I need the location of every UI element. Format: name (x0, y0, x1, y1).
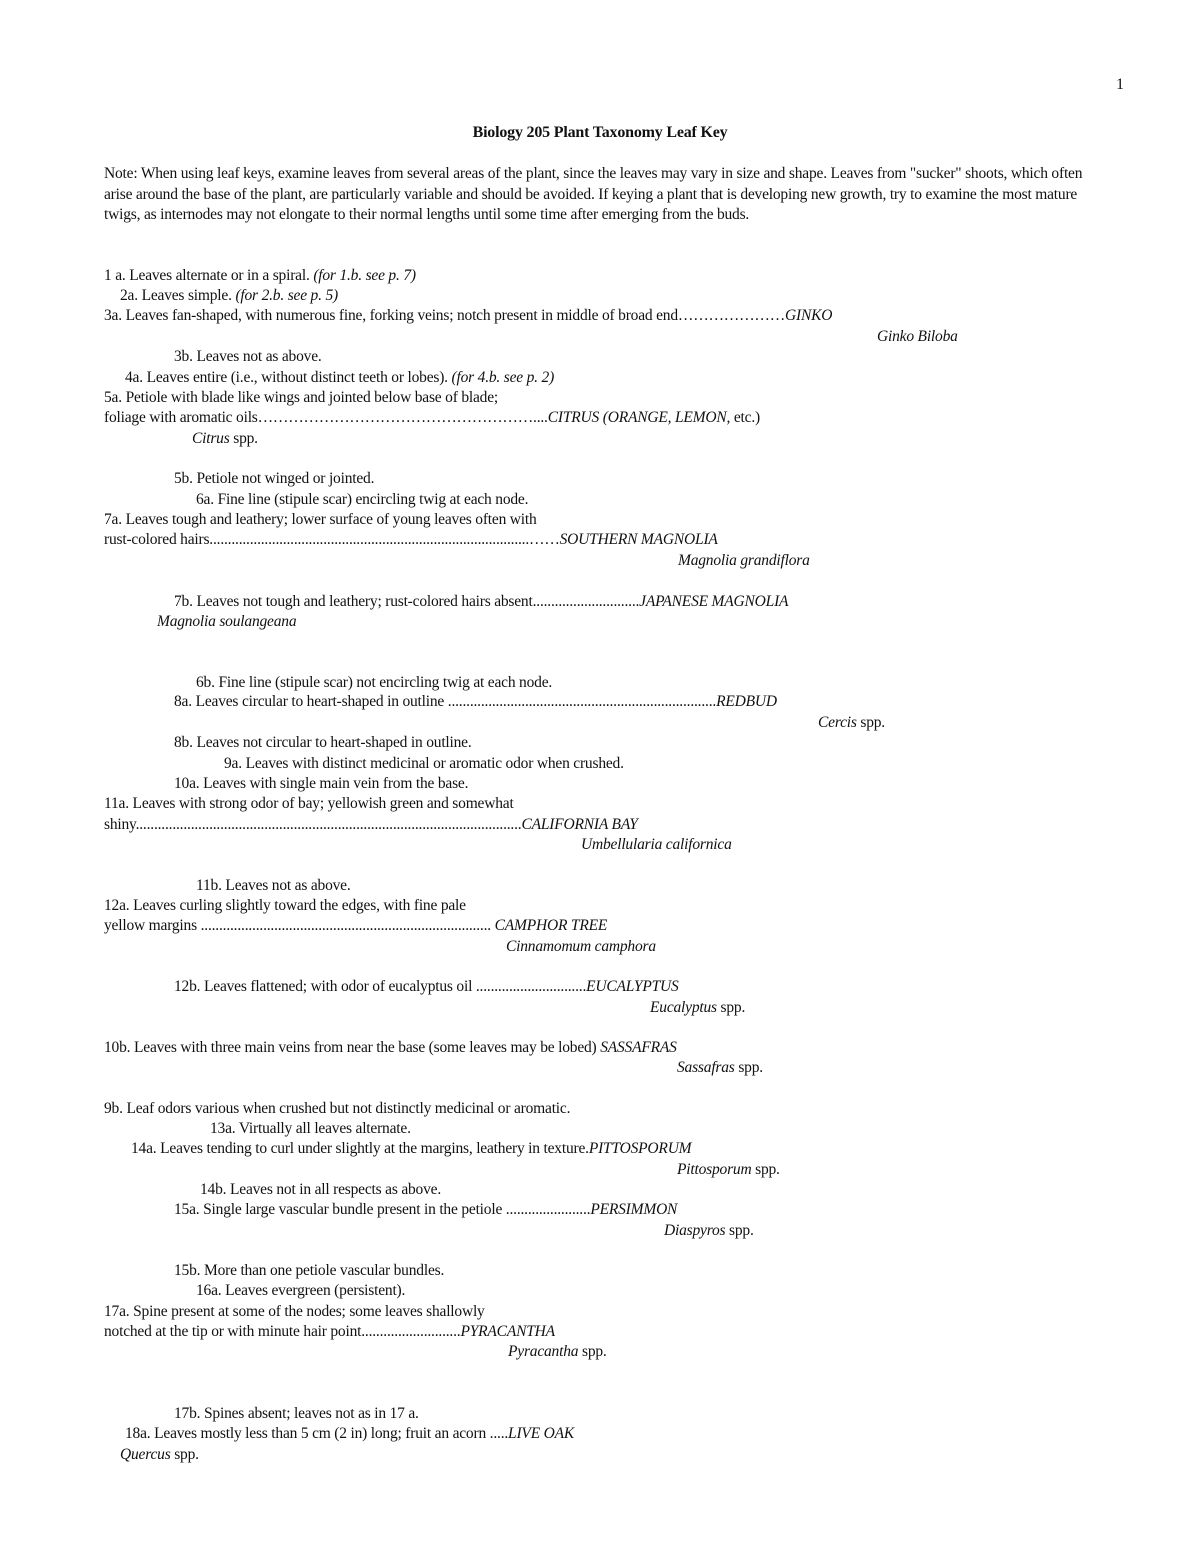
key-12a-line1: 12a. Leaves curling slightly toward the edges, with fine pale (104, 897, 466, 914)
key-8a-genus: Cercis (818, 714, 857, 731)
key-18a-common-name: LIVE OAK (508, 1425, 575, 1442)
key-7b-scientific (157, 612, 296, 632)
key-6b: 6b. Fine line (stipule scar) not encircling twig at each node. (196, 674, 553, 691)
key-7a-sci: Magnolia grandiflora (678, 552, 810, 569)
key-7b-sci: Magnolia soulangeana (157, 613, 297, 630)
key-8a-common-name: REDBUD (716, 693, 777, 710)
key-18a-scientific (120, 1445, 199, 1465)
key-15a-scientific (664, 1221, 754, 1241)
spp-label: spp. (578, 1343, 607, 1360)
key-4a-ref: (for 4.b. see p. 2) (451, 369, 555, 386)
key-17a-text: notched at the tip or with minute hair point........................... (104, 1323, 461, 1340)
key-15a (174, 1200, 677, 1220)
spp-label: spp. (734, 1059, 763, 1076)
spp-label: spp. (751, 1161, 780, 1178)
key-3a-scientific (877, 327, 958, 347)
key-7a-scientific (678, 551, 810, 571)
key-10a: 10a. Leaves with single main vein from the base. (174, 775, 469, 792)
key-11a-text: shiny......................................................................................................... (104, 816, 522, 833)
key-14b: 14b. Leaves not in all respects as above. (200, 1181, 442, 1198)
key-16a: 16a. Leaves evergreen (persistent). (196, 1282, 406, 1299)
key-12b-scientific (650, 998, 745, 1018)
key-6a: 6a. Fine line (stipule scar) encircling twig at each node. (196, 491, 529, 508)
key-10b-text: 10b. Leaves with three main veins from near the base (some leaves may be lobed) (104, 1039, 601, 1056)
key-12a-line2 (104, 916, 607, 936)
key-12a-text: yellow margins ............................................................................... (104, 917, 495, 934)
key-5a-etc: etc.) (730, 409, 760, 426)
key-8b: 8b. Leaves not circular to heart-shaped in outline. (174, 734, 472, 751)
key-18a-text: 18a. Leaves mostly less than 5 cm (2 in) long; fruit an acorn ..... (125, 1425, 509, 1442)
spp-label: spp. (725, 1222, 754, 1239)
key-12a-common-name: CAMPHOR TREE (494, 917, 608, 934)
key-2a-text: 2a. Leaves simple. (120, 287, 236, 304)
key-10b-common-name: SASSAFRAS (600, 1039, 677, 1056)
key-5a-scientific (192, 429, 258, 449)
key-7b (174, 592, 788, 612)
key-14a-common-name: PITTOSPORUM (588, 1140, 692, 1157)
key-1a (104, 266, 416, 286)
key-14a-text: 14a. Leaves tending to curl under slightly at the margins, leathery in texture. (131, 1140, 589, 1157)
key-15a-genus: Diaspyros (664, 1222, 726, 1239)
page-number: 1 (1116, 76, 1124, 93)
key-7a-text: rust-colored hairs.......................................................................................…… (104, 531, 560, 548)
key-14a-genus: Pittosporum (677, 1161, 752, 1178)
key-12a-sci: Cinnamomum camphora (506, 938, 656, 955)
key-4a (125, 368, 554, 388)
key-7a-common-name: SOUTHERN MAGNOLIA (559, 531, 718, 548)
key-8a-scientific (818, 713, 885, 733)
key-9b: 9b. Leaf odors various when crushed but not distinctly medicinal or aromatic. (104, 1100, 571, 1117)
key-1a-ref: (for 1.b. see p. 7) (313, 267, 416, 284)
key-12b-text: 12b. Leaves flattened; with odor of eucalyptus oil .............................. (174, 978, 587, 995)
usage-note: Note: When using leaf keys, examine leaves from several areas of the plant, since the leaves may vary in size and shape. Leaves from "sucker" shoots, which often arise around the base of the plant, are particularly variable and should be avoided. If keying a plant that is developing new growth, try to examine the most mature twigs, as internodes may not elongate to their normal lengths until some time after emerging from the buds. (104, 165, 1083, 224)
spp-label: spp. (229, 430, 258, 447)
key-12a-scientific (506, 937, 656, 957)
key-11a-common-name: CALIFORNIA BAY (521, 816, 638, 833)
key-17a-line1: 17a. Spine present at some of the nodes; some leaves shallowly (104, 1303, 485, 1320)
key-12b (174, 977, 679, 997)
key-11a-sci: Umbellularia californica (581, 836, 732, 853)
key-11b: 11b. Leaves not as above. (196, 877, 351, 894)
key-5a-text: foliage with aromatic oils……………………………………………….... (104, 409, 548, 426)
key-7b-text: 7b. Leaves not tough and leathery; rust-colored hairs absent............................. (174, 593, 640, 610)
key-10b-genus: Sassafras (677, 1059, 735, 1076)
key-14a (131, 1139, 691, 1159)
key-3a (104, 306, 832, 326)
key-12b-genus: Eucalyptus (650, 999, 717, 1016)
key-18a (125, 1424, 574, 1444)
key-11a-scientific (581, 835, 732, 855)
key-3b: 3b. Leaves not as above. (174, 348, 322, 365)
key-7b-common-name: JAPANESE MAGNOLIA (639, 593, 789, 610)
key-11a-line1: 11a. Leaves with strong odor of bay; yellowish green and somewhat (104, 795, 514, 812)
key-15a-text: 15a. Single large vascular bundle present in the petiole ....................... (174, 1201, 591, 1218)
key-14a-scientific (677, 1160, 780, 1180)
key-3a-common-name: GINKO (785, 307, 833, 324)
key-3a-sci: Ginko Biloba (877, 328, 958, 345)
key-5a-genus: Citrus (192, 430, 230, 447)
key-4a-text: 4a. Leaves entire (i.e., without distinct teeth or lobes). (125, 369, 452, 386)
key-2a (120, 286, 338, 306)
key-10b (104, 1038, 677, 1058)
spp-label: spp. (716, 999, 746, 1016)
key-1a-text: 1 a. Leaves alternate or in a spiral. (104, 267, 314, 284)
key-13a: 13a. Virtually all leaves alternate. (210, 1120, 411, 1137)
key-17a-line2 (104, 1322, 555, 1342)
spp-label: spp. (856, 714, 885, 731)
key-17b: 17b. Spines absent; leaves not as in 17 a. (174, 1405, 419, 1422)
key-5a-common-name: CITRUS (ORANGE, LEMON, (547, 409, 731, 426)
key-5b: 5b. Petiole not winged or jointed. (174, 470, 375, 487)
spp-label: spp. (170, 1446, 199, 1463)
key-7a-line1: 7a. Leaves tough and leathery; lower surface of young leaves often with (104, 511, 537, 528)
key-2a-ref: (for 2.b. see p. 5) (235, 287, 338, 304)
key-17a-genus: Pyracantha (508, 1343, 579, 1360)
key-8a-text: 8a. Leaves circular to heart-shaped in outline ......................................................................... (174, 693, 717, 710)
key-11a-line2 (104, 815, 638, 835)
key-17a-scientific (508, 1342, 607, 1362)
key-7a-line2 (104, 530, 718, 550)
key-12b-common-name: EUCALYPTUS (586, 978, 679, 995)
key-18a-genus: Quercus (120, 1446, 171, 1463)
document-title: Biology 205 Plant Taxonomy Leaf Key (472, 124, 728, 141)
key-9a: 9a. Leaves with distinct medicinal or aromatic odor when crushed. (224, 755, 624, 772)
key-17a-common-name: PYRACANTHA (460, 1323, 555, 1340)
key-15b: 15b. More than one petiole vascular bundles. (174, 1262, 445, 1279)
key-10b-scientific (677, 1058, 763, 1078)
key-3a-text: 3a. Leaves fan-shaped, with numerous fine, forking veins; notch present in middle of broad end………………… (104, 307, 786, 324)
key-8a (174, 692, 777, 712)
key-5a-line1: 5a. Petiole with blade like wings and jointed below base of blade; (104, 389, 499, 406)
key-15a-common-name: PERSIMMON (590, 1201, 678, 1218)
key-5a-line2 (104, 408, 760, 428)
